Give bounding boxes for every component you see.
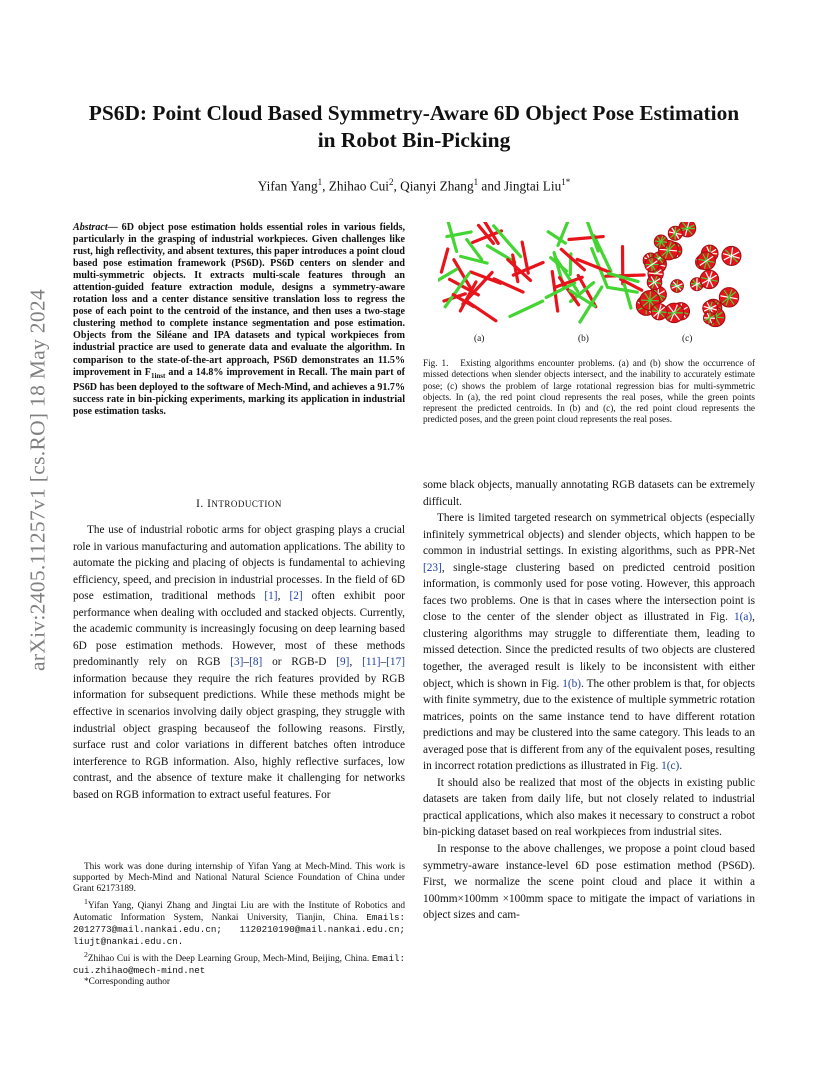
citation-link[interactable]: [23]: [423, 561, 442, 574]
author-and: and: [478, 178, 504, 194]
citation-link[interactable]: [3]: [230, 656, 244, 669]
text-run: There is limited targeted research on symmetrical objects (especially infinitely symmetrical objects) and slender objects, which happen to be common in industrial settings. In existing algorithms, such as PPR-Net: [423, 512, 755, 558]
footnote-affiliation-1: [73, 896, 405, 949]
text-run: often exhibit poor performance when dealing with occluded and stacked objects. Currently, the academic community is increasingly focusing on deep learning based 6D pose estimation methods. However, most of these methods predominantly rely on RGB: [73, 590, 405, 669]
author-affiliation-mark: 1: [473, 177, 479, 187]
point-cloud-rod: [487, 246, 514, 262]
author-affiliation-mark: 2: [388, 177, 394, 187]
title-line-1: PS6D: Point Cloud Based Symmetry-Aware 6D Object Pose Estimation: [88, 101, 740, 125]
email-label: Emails:: [366, 911, 405, 923]
point-cloud-rod: [624, 284, 631, 308]
text-run: The use of industrial robotic arms for object grasping plays a crucial role in various manufacturing and automation applications. The ability to automate the picking and placing of objects is fundamental to achieving efficiency, speed, and precision in industrial processes. In the field of 6D pose estimation, traditional methods: [73, 524, 405, 603]
author-name: Jingtai Liu: [503, 178, 562, 194]
citation-link[interactable]: [17]: [386, 656, 405, 669]
email-links[interactable]: 2012773@mail.nankai.edu.cn; 1120210190@mail.nankai.edu.cn; liujt@nankai.edu.cn.: [73, 924, 405, 948]
footnote-funding: This work was done during internship of Yifan Yang at Mech-Mind. This work is supported by Mech-Mind and National Natural Science Foundation of China under Grant 62173189.: [73, 862, 405, 895]
right-column-body: [423, 477, 755, 924]
email-label: Email:: [371, 952, 405, 964]
subfigure-label-a: (a): [474, 334, 485, 344]
abstract: [73, 222, 405, 418]
figure-1: [438, 222, 748, 337]
author-separator: ,: [322, 178, 329, 194]
footnote-corresponding: *Corresponding author: [84, 977, 170, 988]
author-name: Yifan Yang: [257, 178, 318, 194]
paragraph: some black objects, manually annotating RGB datasets can be extremely difficult.: [423, 479, 755, 508]
title-line-2: in Robot Bin-Picking: [317, 128, 511, 152]
figure-caption: [423, 358, 755, 426]
figure-caption-text: Existing algorithms encounter problems. (a) and (b) show the occurrence of missed detections when slender objects intersect, and the inability to accurately estimate pose; (c) shows the problem of large rotational regression bias for multi-symmetric objects. In (a), the red point cloud represents the real poses, while the green points represent the predicted centroids. In (b) and (c), the red point cloud represents the predicted poses, and the green point cloud represents the real poses.: [423, 358, 756, 425]
text-run: . The other problem is that, for objects with finite symmetry, due to the existence of multiple symmetric rotation matrices, points on the same instance tend to have different rotation predictions and may be clustered into the same category. This leads to an averaged pose that is different from any of the equivalent poses, resulting in incorrect rotation predictions as illustrated in Fig.: [423, 677, 755, 773]
paper-title: [60, 100, 768, 154]
arxiv-id: arXiv:2405.11257v1 [cs.RO] 18 May 2024: [25, 288, 50, 672]
arxiv-sidebar-stamp: [18, 270, 58, 690]
abstract-text-continued: and a 14.8% improvement in Recall. The main part of PS6D has been deployed to the software of Mech-Mind, and achieves a 91.7% success rate in bin-picking experiments, marking its application in industrial pose estimation tasks.: [73, 366, 405, 417]
abstract-label: Abstract: [73, 222, 108, 233]
text-run: ,: [349, 656, 363, 669]
figure-1-images: [438, 222, 748, 337]
citation-link[interactable]: [8]: [249, 656, 263, 669]
figure-ref-link[interactable]: 1(a): [733, 611, 753, 624]
section-title-initial: I: [207, 498, 212, 510]
subfigure-label-c: (c): [682, 334, 693, 344]
paragraph: [73, 522, 405, 803]
point-cloud-rod: [441, 249, 447, 272]
point-cloud-rod: [607, 287, 637, 292]
footnote-affiliation-2: [73, 949, 405, 978]
text-run: , clustering algorithms may struggle to differentiate them, leading to missed detection. Since the predicted results of two objects are clustered together, the averaged result is likely to be inconsistent with either object, which is shown in Fig.: [423, 611, 755, 690]
paragraph: In response to the above challenges, we propose a point cloud based symmetry-aware instance-level 6D pose estimation method (PS6D). First, we normalize the scene point cloud and place it within a 100mm×100mm ×100mm space to mitigate the impact of variations in object sizes and cam-: [423, 843, 755, 922]
citation-link[interactable]: [9]: [336, 656, 350, 669]
footnote-text: Yifan Yang, Qianyi Zhang and Jingtai Liu are with the Institute of Robotics and Automatic Information System, Nankai University, Tianjin, China.: [73, 900, 405, 923]
citation-link[interactable]: [11]: [362, 656, 381, 669]
figure-ref-link[interactable]: 1(c): [661, 760, 680, 773]
footnote-text: Zhihao Cui is with the Deep Learning Group, Mech-Mind, Beijing, China.: [87, 953, 372, 964]
figure-ref-link[interactable]: 1(b): [562, 677, 582, 690]
subfigure-label-b: (b): [578, 334, 589, 344]
section-number: I.: [196, 498, 208, 510]
abstract-text: — 6D object pose estimation holds essential roles in various fields, particularly in the grasping of industrial workpieces. Given challenges like rust, high reflectivity, and absent textures, this paper introduces a point cloud based pose estimation framework (PS6D). PS6D centers on slender and multi-symmetric objects. It extracts multi-scale features through an attention-guided feature extraction module, designs a symmetry-aware rotation loss and a center distance sensitive translation loss to regress the pose of each point to the centroid of the instance, and then uses a two-stage clustering method to complete instance segmentation and pose estimation. Objects from the Siléane and IPA datasets and typical workpieces from industrial practice are used to generate data and evaluate the algorithm. In comparison to the state-of-the-art approach, PS6D demonstrates an 11.5% improvement in F: [73, 222, 405, 378]
text-run: .: [679, 760, 683, 773]
point-cloud-rod: [569, 237, 603, 240]
figure-caption-label: Fig. 1.: [423, 358, 449, 368]
point-cloud-rod: [510, 301, 543, 316]
footnote-mark: 1: [84, 896, 88, 906]
text-run: or RGB-D: [262, 656, 337, 669]
text-run: ,: [277, 590, 290, 603]
email-link[interactable]: cui.zhihao@mech-mind.net: [73, 964, 206, 976]
author-list: [60, 177, 768, 194]
left-column-body: [73, 522, 405, 803]
text-run: –: [380, 656, 387, 669]
footnote-mark: 2: [84, 949, 88, 959]
author-name: Zhihao Cui: [328, 178, 389, 194]
citation-link[interactable]: [1]: [264, 590, 278, 603]
author-affiliation-mark: 1: [317, 177, 323, 187]
text-run: , single-stage clustering based on predicted centroid position information, is commonly used for pose voting. However, this approach faces two problems. One is that in cases where the intersection point is close to the center of the slender object as illustrated in Fig.: [423, 561, 755, 624]
paragraph: [423, 510, 755, 775]
text-run: –: [243, 656, 250, 669]
footnotes: [73, 862, 405, 988]
author-name: Qianyi Zhang: [400, 178, 474, 194]
author-separator: ,: [393, 178, 401, 194]
citation-link[interactable]: [2]: [289, 590, 303, 603]
paragraph: It should also be realized that most of the objects in existing public datasets are taken from daily life, but not closely related to industrial practical applications, which also makes it necessary to construct a robot bin-picking dataset based on real workpieces from industrial sites.: [423, 776, 755, 839]
section-title-rest: NTRODUCTION: [211, 499, 282, 509]
abstract-subscript: 1inst: [150, 371, 166, 380]
author-affiliation-mark: 1*: [561, 177, 571, 187]
section-heading-introduction: [73, 498, 405, 510]
text-run: information because they require the rich features provided by RGB information for subsequent predictions. While these methods might be effective in scenarios involving daily object grasping, they struggle with industrial object grasping becauseof the following reasons. Firstly, surface rust and color variations in different batches often introduce interference to RGB information. Also, highly reflective surfaces, low contrast, and the absence of texture make it challenging for networks based on RGB information to extract useful features. For: [73, 672, 405, 801]
